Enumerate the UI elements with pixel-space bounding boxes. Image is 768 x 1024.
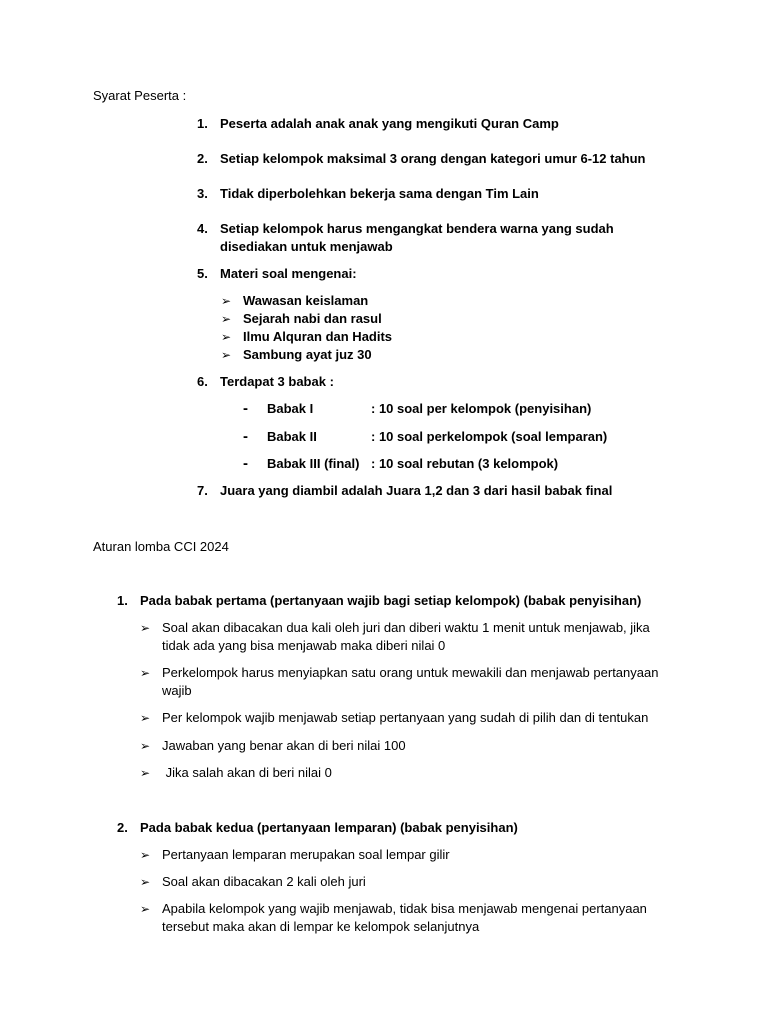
- aturan-bullet-text: Perkelompok harus menyiapkan satu orang untuk mewakili dan menjawab pertanyaan wajib: [162, 665, 659, 698]
- materi-item-text: Ilmu Alquran dan Hadits: [243, 329, 393, 344]
- babak-desc: : 10 soal perkelompok (soal lemparan): [371, 429, 608, 444]
- aturan-section-number: 2.: [117, 820, 128, 835]
- dash-bullet: -: [243, 400, 248, 417]
- materi-item-text: Sejarah nabi dan rasul: [243, 311, 382, 326]
- syarat-item-6: [197, 373, 334, 391]
- babak-label: Babak II: [267, 429, 317, 444]
- aturan-heading: Aturan lomba CCI 2024: [93, 539, 229, 554]
- syarat-item-7: [197, 482, 612, 500]
- arrow-bullet-icon: ➢: [140, 739, 151, 753]
- syarat-item-text: Peserta adalah anak anak yang mengikuti Quran Camp: [220, 116, 559, 131]
- syarat-item-number: 3.: [197, 186, 208, 201]
- dash-bullet: -: [243, 455, 248, 472]
- dash-bullet: -: [243, 428, 248, 445]
- aturan-bullet-text: Soal akan dibacakan 2 kali oleh juri: [162, 874, 366, 889]
- arrow-bullet-icon: ➢: [221, 312, 232, 326]
- aturan-bullet-text: Jika salah akan di beri nilai 0: [162, 765, 332, 780]
- syarat-heading: Syarat Peserta :: [93, 88, 187, 103]
- aturan-section-number: 1.: [117, 593, 128, 608]
- aturan-bullet-text: Soal akan dibacakan dua kali oleh juri dan diberi waktu 1 menit untuk menjawab, jika tidak ada yang bisa menjawab maka diberi nilai 0: [162, 620, 650, 653]
- aturan-bullet-text: Apabila kelompok yang wajib menjawab, tidak bisa menjawab mengenai pertanyaan tersebut maka akan di lempar ke kelompok selanjutnya: [162, 901, 647, 934]
- aturan-bullet-text: Jawaban yang benar akan di beri nilai 100: [162, 738, 406, 753]
- aturan-bullet: [140, 764, 670, 782]
- aturan-bullet: [140, 664, 670, 700]
- materi-item: [221, 346, 372, 364]
- aturan-bullet: [140, 709, 670, 727]
- syarat-item-text: Materi soal mengenai:: [220, 266, 357, 281]
- materi-item-text: Wawasan keislaman: [243, 293, 369, 308]
- syarat-item-1: [197, 115, 559, 133]
- syarat-item-5: [197, 265, 357, 283]
- syarat-item-number: 7.: [197, 483, 208, 498]
- syarat-item-number: 5.: [197, 266, 208, 281]
- arrow-bullet-icon: ➢: [221, 348, 232, 362]
- aturan-section-2-title: [117, 819, 518, 837]
- babak-item: [243, 455, 558, 473]
- aturan-section-title: Pada babak pertama (pertanyaan wajib bagi setiap kelompok) (babak penyisihan): [140, 593, 642, 608]
- syarat-item-2: [197, 150, 646, 168]
- aturan-bullet: [140, 873, 670, 891]
- babak-item: [243, 428, 607, 446]
- aturan-section-1-title: [117, 592, 641, 610]
- babak-desc: : 10 soal rebutan (3 kelompok): [371, 456, 559, 471]
- aturan-bullet-text: Per kelompok wajib menjawab setiap pertanyaan yang sudah di pilih dan di tentukan: [162, 710, 649, 725]
- syarat-item-number: 1.: [197, 116, 208, 131]
- arrow-bullet-icon: ➢: [221, 294, 232, 308]
- arrow-bullet-icon: ➢: [140, 621, 151, 635]
- syarat-item-3: [197, 185, 539, 203]
- arrow-bullet-icon: ➢: [221, 330, 232, 344]
- babak-item: [243, 400, 591, 418]
- syarat-item-text: Juara yang diambil adalah Juara 1,2 dan 3 dari hasil babak final: [220, 483, 613, 498]
- syarat-item-number: 4.: [197, 221, 208, 236]
- syarat-item-4: [197, 220, 667, 256]
- syarat-item-number: 6.: [197, 374, 208, 389]
- syarat-item-text: Setiap kelompok maksimal 3 orang dengan kategori umur 6-12 tahun: [220, 151, 646, 166]
- babak-label: Babak III (final): [267, 456, 360, 471]
- syarat-item-text: Tidak diperbolehkan bekerja sama dengan Tim Lain: [220, 186, 539, 201]
- aturan-bullet: [140, 619, 670, 655]
- syarat-item-text: Terdapat 3 babak :: [220, 374, 334, 389]
- aturan-section-title: Pada babak kedua (pertanyaan lemparan) (babak penyisihan): [140, 820, 518, 835]
- aturan-bullet-text: Pertanyaan lemparan merupakan soal lempar gilir: [162, 847, 450, 862]
- arrow-bullet-icon: ➢: [140, 711, 151, 725]
- babak-label: Babak I: [267, 401, 314, 416]
- aturan-bullet: [140, 737, 670, 755]
- babak-desc: : 10 soal per kelompok (penyisihan): [371, 401, 592, 416]
- arrow-bullet-icon: ➢: [140, 875, 151, 889]
- materi-item: [221, 328, 392, 346]
- arrow-bullet-icon: ➢: [140, 848, 151, 862]
- arrow-bullet-icon: ➢: [140, 766, 151, 780]
- arrow-bullet-icon: ➢: [140, 666, 151, 680]
- materi-item: [221, 310, 382, 328]
- aturan-bullet: [140, 900, 670, 936]
- syarat-item-number: 2.: [197, 151, 208, 166]
- aturan-bullet: [140, 846, 670, 864]
- syarat-item-text: Setiap kelompok harus mengangkat bendera warna yang sudah disediakan untuk menjawab: [220, 221, 614, 254]
- materi-item-text: Sambung ayat juz 30: [243, 347, 372, 362]
- arrow-bullet-icon: ➢: [140, 902, 151, 916]
- materi-item: [221, 292, 368, 310]
